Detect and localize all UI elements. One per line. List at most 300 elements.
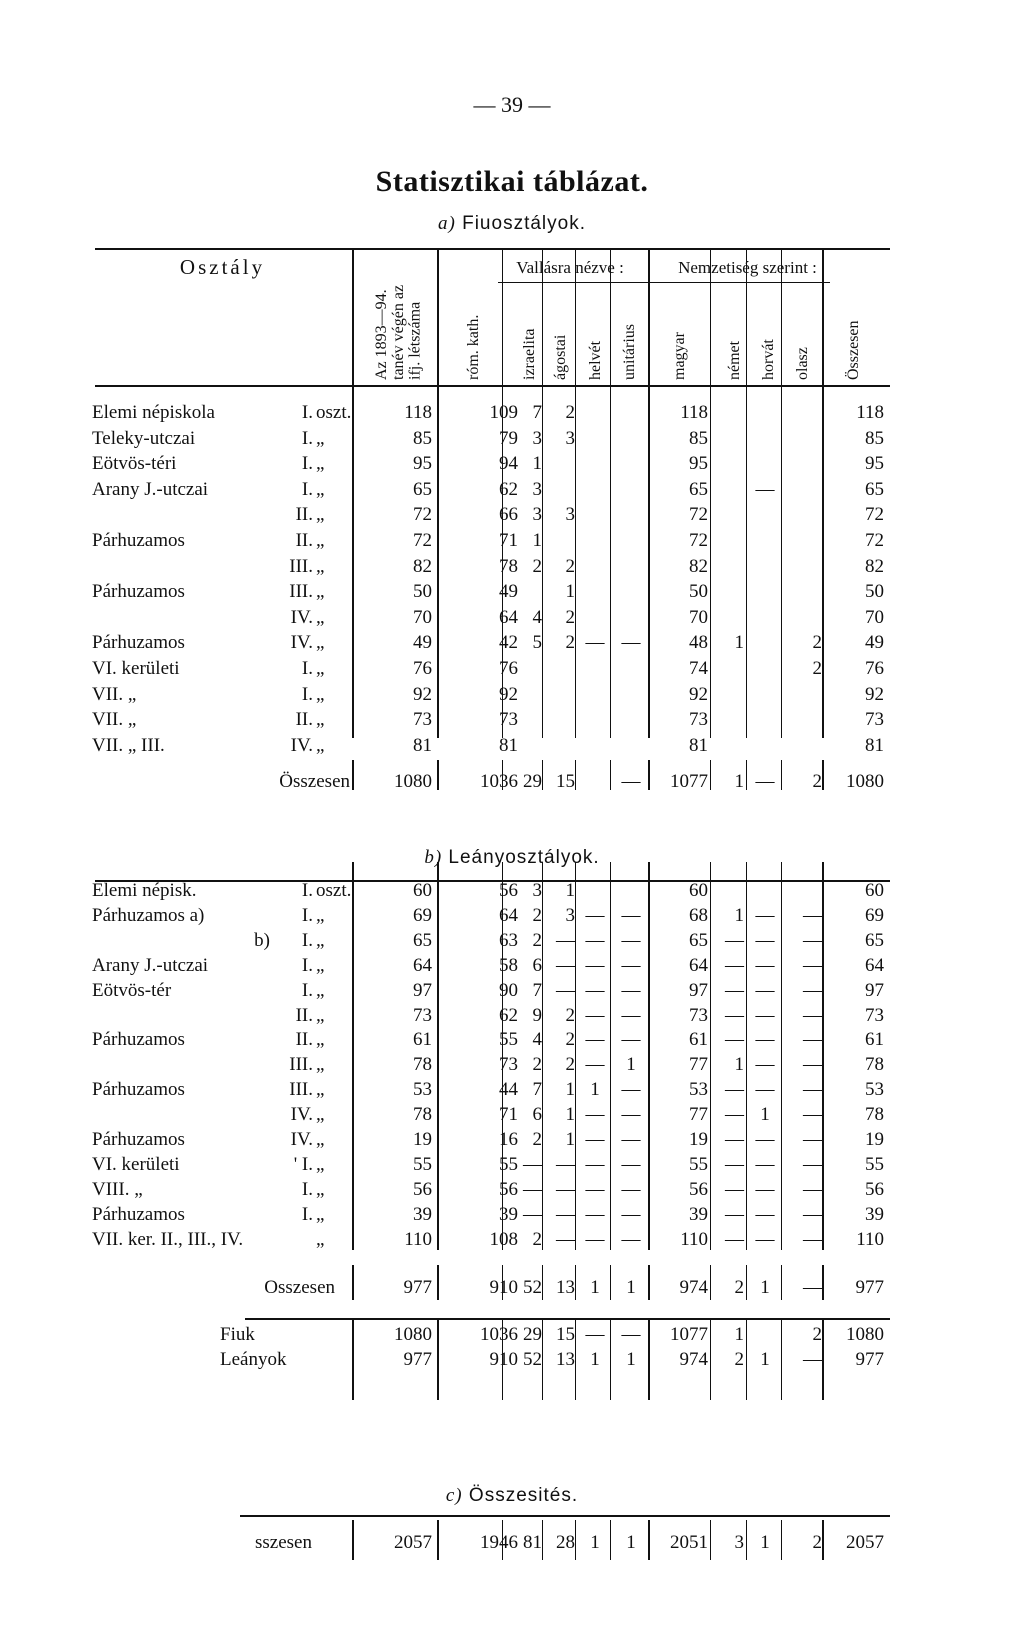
cell-ossz: 92 — [865, 683, 884, 705]
cell-izr: — — [523, 1203, 542, 1225]
cell-rom: 39 — [499, 1203, 518, 1225]
cell-ago: 2 — [565, 1029, 575, 1051]
cell-hel: — — [585, 1153, 605, 1175]
boys-total-row — [0, 769, 1024, 795]
cell-rom: 71 — [499, 1104, 518, 1126]
cell-ossz: 61 — [865, 1029, 884, 1051]
cell-mag: 85 — [689, 427, 708, 449]
cell-mag: 70 — [689, 606, 708, 628]
row-n2: II. — [295, 504, 313, 526]
cell-uni: 1 — [626, 1054, 636, 1076]
cell-lsz: 56 — [413, 1178, 432, 1200]
cell-rom: 64 — [499, 904, 518, 926]
row-n1: VII. „ — [92, 683, 137, 705]
row-n1: Osszesen — [264, 1277, 335, 1298]
row-n1: Párhuzamos — [92, 1079, 185, 1101]
cell-ossz: 19 — [865, 1129, 884, 1150]
row-n2: IV. — [290, 606, 313, 628]
row-n3: „ — [316, 606, 325, 628]
row-n2: II. — [295, 1029, 313, 1051]
cell-hor: — — [755, 1054, 775, 1076]
cell-ola: 2 — [812, 771, 822, 792]
cell-uni: 1 — [626, 1277, 636, 1298]
cell-hel: — — [585, 1324, 605, 1345]
row-n3: „ — [316, 555, 325, 577]
row-n1: VII. ker. II., III., IV. — [92, 1228, 244, 1250]
cell-rom: 63 — [499, 929, 518, 951]
table-row — [0, 554, 1024, 580]
cell-hel: 1 — [590, 1079, 600, 1101]
cell-izr: 29 — [523, 1324, 542, 1345]
header-hor: horvát — [760, 339, 777, 380]
row-n3: „ — [316, 1129, 325, 1150]
cell-nem: 1 — [734, 632, 744, 654]
cell-ossz: 1080 — [846, 771, 884, 792]
rule-girls-total — [245, 1318, 890, 1320]
row-n2: IV. — [290, 632, 313, 654]
header-letszam-line1: Az 1893—94. — [373, 289, 390, 380]
cell-mag: 77 — [689, 1104, 708, 1126]
cell-mag: 55 — [689, 1153, 708, 1175]
cell-ola: — — [803, 929, 822, 951]
cell-lsz: 64 — [413, 954, 432, 976]
row-n1: Arany J.-utczai — [92, 954, 209, 976]
cell-ossz: 73 — [865, 1004, 884, 1026]
row-n1: VI. kerületi — [92, 658, 180, 679]
cell-hor: — — [755, 1004, 775, 1026]
cell-ossz: 76 — [865, 658, 884, 679]
cell-izr: 3 — [532, 427, 542, 449]
cell-rom: 55 — [499, 1153, 518, 1175]
section-b-label: Leányosztályok. — [448, 847, 600, 868]
row-n1: b) — [254, 929, 270, 951]
cell-ossz: 110 — [856, 1228, 884, 1250]
rule-section-b — [95, 880, 890, 882]
cell-lsz: 70 — [413, 606, 432, 628]
cell-ola: — — [803, 1004, 822, 1026]
header-ola: olasz — [794, 347, 811, 380]
row-n2: III. — [289, 1054, 313, 1076]
cell-ola: — — [803, 1203, 822, 1225]
cell-uni: — — [621, 1129, 641, 1150]
cell-nem: — — [725, 1129, 744, 1150]
grand-total-row — [0, 1530, 1024, 1556]
row-n3: „ — [316, 632, 325, 654]
cell-lsz: 49 — [413, 632, 432, 654]
header-religion-group: Vallásra nézve : — [516, 258, 624, 277]
row-n2: ' I. — [293, 1153, 313, 1175]
cell-lsz: 72 — [413, 530, 432, 551]
cell-uni: — — [621, 979, 641, 1001]
cell-mag: 72 — [689, 504, 708, 526]
cell-ossz: 82 — [865, 555, 884, 577]
row-n2: IV. — [290, 1104, 313, 1126]
row-n3: „ — [316, 453, 325, 475]
row-n2: III. — [289, 581, 313, 603]
cell-mag: 19 — [689, 1129, 708, 1150]
row-n3: „ — [316, 530, 325, 551]
cell-mag: 974 — [679, 1349, 708, 1370]
row-n2: I. — [301, 1203, 313, 1225]
cell-mag: 68 — [689, 904, 708, 926]
header-letszam-line3: ifj. létszáma — [406, 301, 424, 380]
cell-lsz: 69 — [413, 904, 432, 926]
row-n1: Teleky-utczai — [92, 427, 196, 449]
cell-hor: — — [755, 954, 775, 976]
cell-mag: 74 — [689, 658, 708, 679]
row-n3: „ — [316, 904, 325, 926]
row-n1: Párhuzamos — [92, 632, 185, 654]
cell-lsz: 50 — [413, 581, 432, 603]
page-number: — 39 — — [473, 92, 551, 117]
cell-ago: 13 — [556, 1349, 575, 1370]
cell-mag: 65 — [689, 478, 708, 500]
cell-uni: — — [621, 1203, 641, 1225]
row-n3: „ — [316, 427, 325, 449]
cell-ago: 15 — [556, 1324, 575, 1345]
cell-izr: 2 — [532, 555, 542, 577]
cell-ola: — — [803, 1178, 822, 1200]
cell-mag: 64 — [689, 954, 708, 976]
cell-rom: 94 — [499, 453, 518, 475]
cell-hor: 1 — [760, 1349, 770, 1370]
cell-ago: — — [556, 1228, 575, 1250]
row-n1: sszesen — [255, 1532, 312, 1553]
table-row — [0, 528, 1024, 554]
cell-lsz: 53 — [413, 1079, 432, 1101]
row-n1: VI. kerületi — [92, 1153, 180, 1175]
section-a-label: Fiuosztályok. — [462, 213, 586, 234]
cell-lsz: 39 — [413, 1203, 432, 1225]
cell-mag: 92 — [689, 683, 708, 705]
row-n1: Párhuzamos — [92, 530, 185, 551]
girls-total-row — [0, 1275, 1024, 1301]
cell-hor: — — [755, 979, 775, 1001]
cell-hel: 1 — [590, 1277, 600, 1298]
header-uni: unitárius — [621, 324, 638, 380]
cell-mag: 1077 — [670, 1324, 708, 1345]
cell-ossz: 2057 — [846, 1532, 884, 1553]
header-ossz: Összesen — [845, 320, 862, 380]
cell-lsz: 1080 — [394, 1324, 432, 1345]
cell-rom: 910 — [489, 1349, 518, 1370]
cell-uni: — — [621, 1153, 641, 1175]
row-n2: II. — [295, 1004, 313, 1026]
cell-ossz: 60 — [865, 880, 884, 901]
section-c-letter: c) — [445, 1485, 463, 1506]
cell-ago: — — [556, 979, 575, 1001]
cell-ola: — — [803, 954, 822, 976]
cell-lsz: 72 — [413, 504, 432, 526]
cell-uni: — — [621, 954, 641, 976]
cell-mag: 81 — [689, 734, 708, 756]
cell-izr: 1 — [532, 530, 542, 551]
cell-mag: 95 — [689, 453, 708, 475]
cell-ago: 2 — [565, 402, 575, 423]
cell-lsz: 65 — [413, 929, 432, 951]
cell-mag: 974 — [679, 1277, 708, 1298]
cell-rom: 109 — [489, 402, 518, 423]
row-n3: „ — [316, 979, 325, 1001]
row-n3: „ — [316, 929, 325, 951]
cell-nem: — — [725, 979, 744, 1001]
row-n2: I. — [301, 954, 313, 976]
cell-rom: 62 — [499, 1004, 518, 1026]
cell-uni: — — [621, 1178, 641, 1200]
cell-uni: — — [621, 632, 641, 654]
row-n1: Elemi népiskola — [92, 402, 215, 423]
cell-ago: 13 — [556, 1277, 575, 1298]
cell-izr: 52 — [523, 1277, 542, 1298]
row-n2: I. — [301, 402, 313, 423]
cell-uni: — — [621, 1029, 641, 1051]
cell-uni: — — [621, 1079, 641, 1101]
cell-izr: 6 — [532, 954, 542, 976]
cell-ola: 2 — [812, 1532, 822, 1553]
cell-nem: — — [725, 1178, 744, 1200]
cell-izr: 2 — [532, 929, 542, 951]
cell-nem: 2 — [734, 1277, 744, 1298]
cell-rom: 108 — [489, 1228, 518, 1250]
section-c-title — [0, 1485, 1024, 1507]
row-n2: I. — [301, 453, 313, 475]
cell-hel: — — [585, 1054, 605, 1076]
row-n3: „ — [316, 1054, 325, 1076]
table-row — [0, 928, 1024, 954]
cell-izr: 1 — [532, 453, 542, 475]
cell-lsz: 85 — [413, 427, 432, 449]
table-row — [0, 1152, 1024, 1178]
cell-rom: 42 — [499, 632, 518, 654]
table-row — [0, 477, 1024, 503]
row-n3: „ — [316, 658, 325, 679]
table-row — [0, 1027, 1024, 1053]
row-n1: Párhuzamos — [92, 581, 185, 603]
cell-rom: 56 — [499, 1178, 518, 1200]
cell-izr: 81 — [523, 1532, 542, 1553]
table-row — [0, 1052, 1024, 1078]
cell-hor: — — [755, 1228, 775, 1250]
cell-rom: 73 — [499, 1054, 518, 1076]
cell-lsz: 78 — [413, 1104, 432, 1126]
row-n3: „ — [316, 734, 325, 756]
cell-uni: — — [621, 771, 641, 792]
cell-uni: — — [621, 1104, 641, 1126]
cell-ola: — — [803, 1153, 822, 1175]
cell-hor: 1 — [760, 1277, 770, 1298]
section-c-label: Összesités. — [468, 1485, 579, 1506]
cell-lsz: 65 — [413, 478, 432, 500]
page-title: Statisztikai táblázat. — [375, 165, 649, 198]
cell-hor: — — [755, 1029, 775, 1051]
rule-header-bottom — [95, 385, 890, 387]
cell-mag: 50 — [689, 581, 708, 603]
cell-hor: — — [755, 1079, 775, 1101]
cell-rom: 92 — [499, 683, 518, 705]
cell-ago: 3 — [565, 904, 575, 926]
cell-ola: — — [803, 1029, 822, 1051]
cell-mag: 72 — [689, 530, 708, 551]
table-row — [0, 1227, 1024, 1253]
table-row — [0, 1202, 1024, 1228]
row-n3: „ — [316, 683, 325, 705]
cell-ossz: 55 — [865, 1153, 884, 1175]
cell-ossz: 1080 — [846, 1324, 884, 1345]
cell-mag: 1077 — [670, 771, 708, 792]
row-n3: „ — [316, 709, 325, 731]
cell-mag: 73 — [689, 709, 708, 731]
cell-lsz: 1080 — [394, 771, 432, 792]
section-a-letter: a) — [438, 213, 456, 234]
row-n1: Párhuzamos — [92, 1203, 185, 1225]
cell-ossz: 78 — [865, 1054, 884, 1076]
cell-nem: — — [725, 1029, 744, 1051]
row-n1: VII. „ — [92, 709, 137, 731]
cell-izr: 4 — [532, 606, 542, 628]
cell-izr: 2 — [532, 1054, 542, 1076]
row-n1: Elemi népisk. — [92, 880, 197, 901]
cell-uni: 1 — [626, 1532, 636, 1553]
row-n2: I. — [301, 904, 313, 926]
row-n3: „ — [316, 1203, 325, 1225]
cell-hel: — — [585, 979, 605, 1001]
cell-lsz: 78 — [413, 1054, 432, 1076]
table-row — [0, 1127, 1024, 1153]
cell-ola: — — [803, 1129, 822, 1150]
cell-rom: 62 — [499, 478, 518, 500]
cell-ossz: 118 — [856, 402, 884, 423]
row-n1: Arany J.-utczai — [92, 478, 209, 500]
cell-nem: 3 — [734, 1532, 744, 1553]
cell-hor: 1 — [760, 1104, 770, 1126]
cell-hor: — — [755, 904, 775, 926]
cell-mag: 61 — [689, 1029, 708, 1051]
row-n2: III. — [289, 555, 313, 577]
row-n1: Eötvös-téri — [92, 453, 177, 475]
cell-lsz: 19 — [413, 1129, 432, 1150]
row-n1: Leányok — [220, 1349, 287, 1370]
row-n2: I. — [301, 683, 313, 705]
cell-rom: 55 — [499, 1029, 518, 1051]
cell-rom: 66 — [499, 504, 518, 526]
header-nem: német — [726, 340, 743, 380]
table-row — [0, 579, 1024, 605]
cell-rom: 49 — [499, 581, 518, 603]
cell-uni: — — [621, 929, 641, 951]
row-n2: II. — [295, 709, 313, 731]
table-row — [0, 605, 1024, 631]
header-letszam-line2: tanév végén az — [389, 284, 407, 380]
cell-rom: 1946 — [480, 1532, 518, 1553]
row-n2: IV. — [290, 1129, 313, 1150]
cell-ossz: 53 — [865, 1079, 884, 1101]
cell-ossz: 85 — [865, 427, 884, 449]
cell-nem: — — [725, 1079, 744, 1101]
row-n1: Párhuzamos — [92, 1029, 185, 1051]
row-n3: „ — [316, 504, 325, 526]
row-n1: VII. „ III. — [92, 734, 165, 756]
cell-ago: 2 — [565, 632, 575, 654]
cell-rom: 76 — [499, 658, 518, 679]
table-row — [0, 656, 1024, 682]
cell-hor: 1 — [760, 1532, 770, 1553]
cell-ola: — — [803, 1228, 822, 1250]
header-osztaly: Osztály — [179, 255, 266, 279]
cell-hor: — — [755, 929, 775, 951]
rule-section-c — [240, 1515, 890, 1517]
cell-rom: 79 — [499, 427, 518, 449]
cell-rom: 90 — [499, 979, 518, 1001]
cell-ola: — — [803, 1277, 822, 1298]
row-n3: „ — [316, 581, 325, 603]
cell-mag: 97 — [689, 979, 708, 1001]
table-row — [0, 630, 1024, 656]
row-n2: I. — [301, 478, 313, 500]
row-n1: Párhuzamos a) — [92, 904, 205, 926]
cell-lsz: 61 — [413, 1029, 432, 1051]
cell-ossz: 56 — [865, 1178, 884, 1200]
cell-lsz: 81 — [413, 734, 432, 756]
cell-izr: 7 — [532, 979, 542, 1001]
header-izr: izraelita — [521, 328, 538, 380]
row-n2: II. — [295, 530, 313, 551]
cell-lsz: 118 — [404, 402, 432, 423]
cell-ossz: 70 — [865, 606, 884, 628]
cell-mag: 2051 — [670, 1532, 708, 1553]
cell-nem: — — [725, 954, 744, 976]
cell-rom: 910 — [489, 1277, 518, 1298]
cell-hor: — — [755, 478, 775, 500]
header-ago: ágostai — [552, 334, 569, 380]
cell-rom: 81 — [499, 734, 518, 756]
cell-mag: 60 — [689, 880, 708, 901]
cell-ossz: 97 — [865, 979, 884, 1001]
row-n2: I. — [301, 427, 313, 449]
cell-mag: 77 — [689, 1054, 708, 1076]
cell-lsz: 110 — [404, 1228, 432, 1250]
cell-ossz: 64 — [865, 954, 884, 976]
cell-nem: — — [725, 1228, 744, 1250]
cell-hel: — — [585, 1203, 605, 1225]
header-mag: magyar — [671, 332, 688, 380]
cell-ola: — — [803, 1054, 822, 1076]
cell-ago: — — [556, 929, 575, 951]
row-n2: III. — [289, 1079, 313, 1101]
table-row — [0, 426, 1024, 452]
cell-izr: 3 — [532, 880, 542, 901]
cell-uni: — — [621, 1004, 641, 1026]
cell-izr: 4 — [532, 1029, 542, 1051]
cell-rom: 1036 — [480, 1324, 518, 1345]
cell-hel: 1 — [590, 1532, 600, 1553]
cell-izr: 9 — [532, 1004, 542, 1026]
cell-uni: 1 — [626, 1349, 636, 1370]
cell-hel: — — [585, 904, 605, 926]
cell-uni: — — [621, 904, 641, 926]
cell-mag: 82 — [689, 555, 708, 577]
cell-izr: 2 — [532, 1129, 542, 1150]
cell-hel: 1 — [590, 1349, 600, 1370]
cell-ola: 2 — [812, 632, 822, 654]
cell-ago: 1 — [565, 880, 575, 901]
row-n3: oszt. — [316, 402, 352, 423]
cell-ola: — — [803, 1079, 822, 1101]
header-rom: róm. kath. — [465, 314, 482, 380]
cell-lsz: 95 — [413, 453, 432, 475]
cell-lsz: 977 — [403, 1349, 432, 1370]
cell-izr: 2 — [532, 1228, 542, 1250]
header-nationality-group: Nemzetiség szerint : — [678, 258, 817, 277]
